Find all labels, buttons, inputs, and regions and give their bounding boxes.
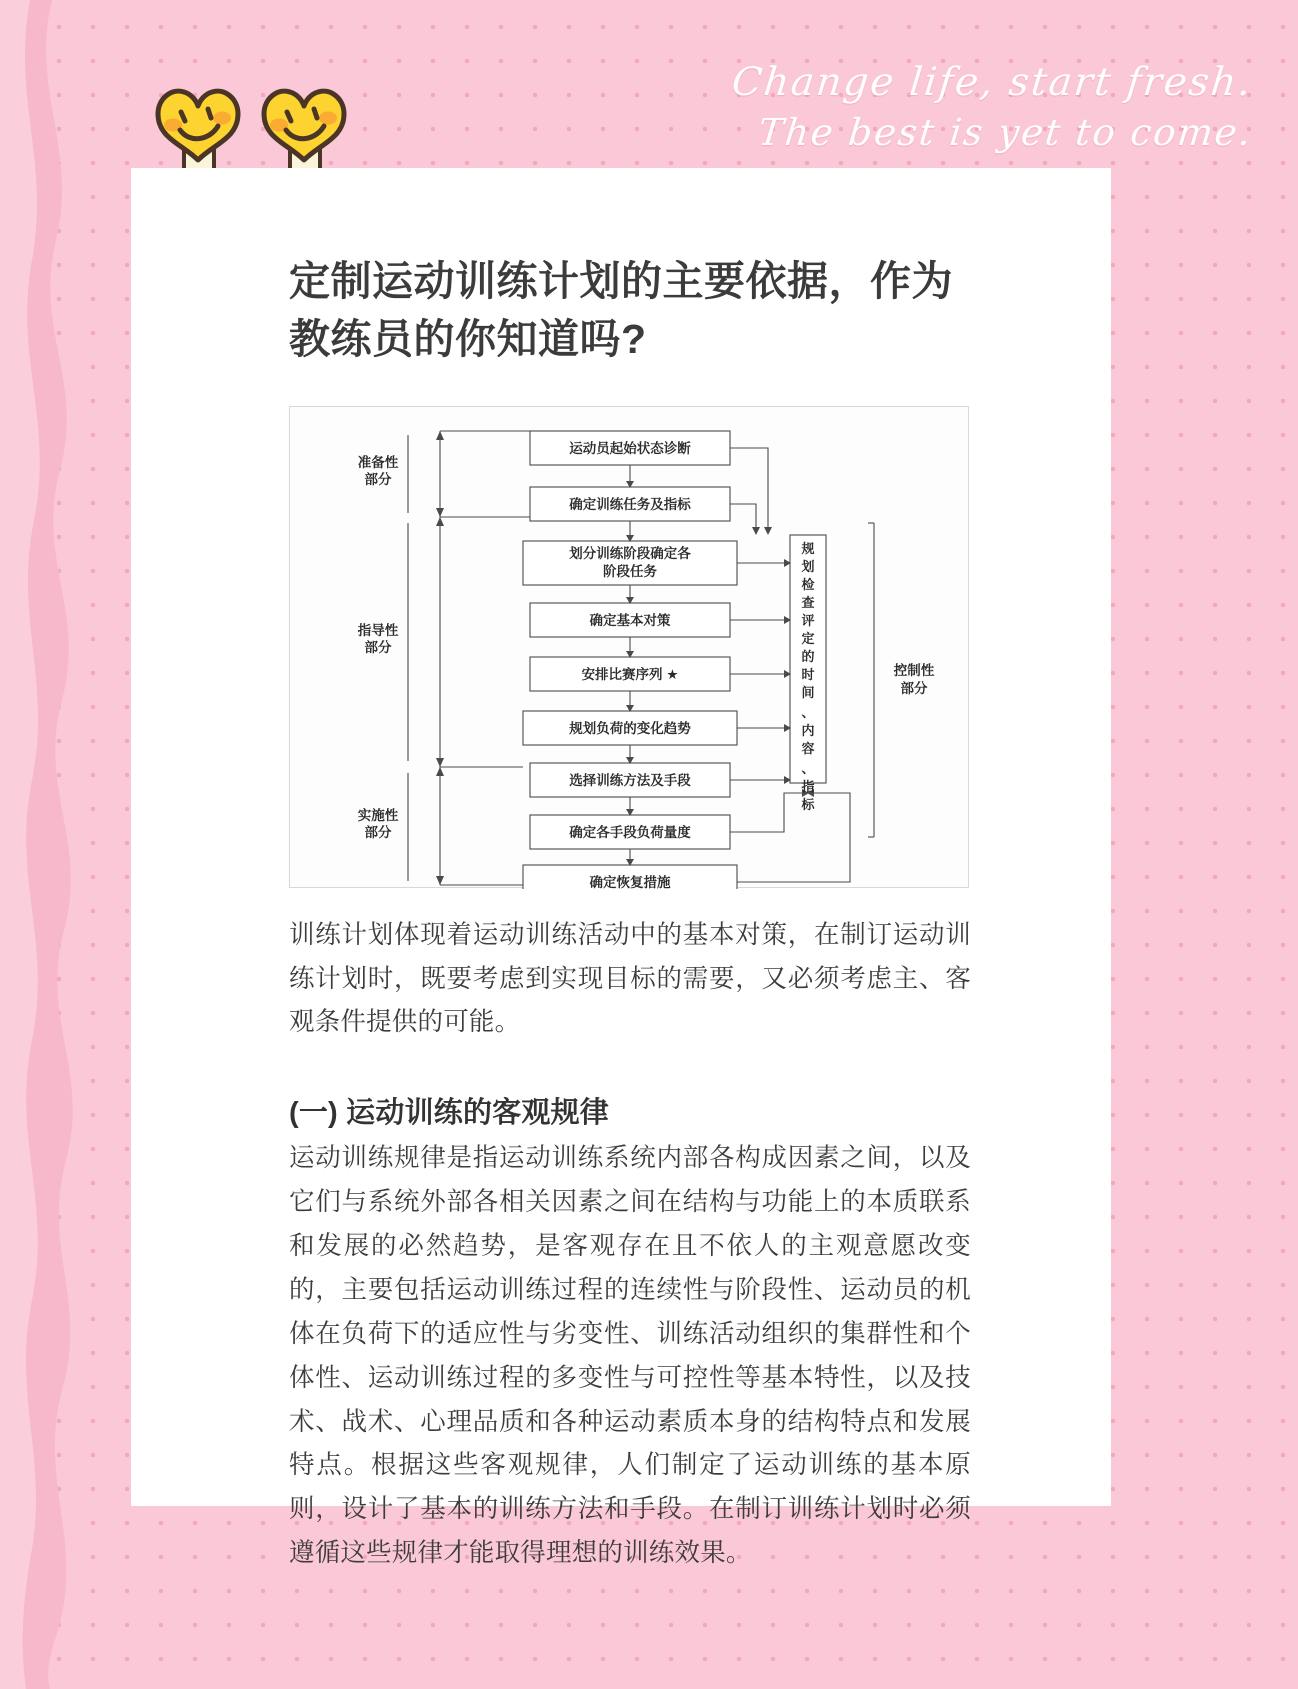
paragraph-intro: 训练计划体现着运动训练活动中的基本对策，在制订运动训练计划时，既要考虑到实现目标的需要，又必须考虑主、客观条件提供的可能。 (289, 921, 971, 1037)
flow-box-label: 确定基本对策 (589, 613, 671, 629)
svg-text:规: 规 (801, 541, 815, 557)
script-line-1: Change life, start fresh. (729, 60, 1255, 105)
heart-smiley-icon (254, 72, 354, 177)
svg-text:的: 的 (801, 649, 815, 665)
svg-text:检: 检 (801, 577, 815, 593)
flow-box-label: 确定训练任务及指标 (569, 497, 691, 513)
content-card (131, 168, 1111, 1568)
flow-side-label: 指导性 (357, 623, 399, 639)
page-header (0, 0, 1298, 168)
flow-right-label: 控制性 (893, 663, 935, 679)
section-heading: (一) 运动训练的客观规律 (289, 1097, 609, 1130)
script-line-2: The best is yet to come. (755, 110, 1255, 154)
flow-side-label: 实施性 (357, 808, 399, 824)
page-title: 定制运动训练计划的主要依据，作为教练员的你知道吗? (289, 258, 953, 363)
svg-text:指: 指 (801, 779, 815, 795)
flow-box-label: 运动员起始状态诊断 (569, 441, 691, 457)
svg-text:查: 查 (801, 595, 815, 611)
svg-text:标: 标 (801, 797, 815, 813)
flow-box-label-line2: 阶段任务 (603, 564, 657, 580)
svg-text:、: 、 (801, 761, 815, 777)
flow-side-label: 部分 (364, 472, 392, 488)
svg-text:划: 划 (801, 559, 815, 575)
flow-right-label: 部分 (900, 681, 928, 697)
flow-box-label: 确定各手段负荷量度 (569, 825, 691, 841)
training-plan-flowchart (289, 406, 969, 888)
flow-side-label: 部分 (364, 640, 392, 656)
svg-text:间: 间 (801, 685, 815, 701)
svg-text:内: 内 (801, 723, 815, 739)
smiley-decoration-group (148, 72, 363, 177)
wavy-left-border (0, 0, 120, 1689)
flow-box-label: 选择训练方法及手段 (569, 773, 691, 789)
flow-box-label: 确定恢复措施 (589, 875, 671, 890)
flow-side-label: 部分 (364, 825, 392, 841)
heart-smiley-icon (148, 72, 248, 177)
header-script-text (729, 58, 1255, 157)
flow-box-label: 规划负荷的变化趋势 (569, 721, 691, 737)
svg-text:时: 时 (801, 667, 815, 683)
paragraph-body: 运动训练规律是指运动训练系统内部各构成因素之间，以及它们与系统外部各相关因素之间在结构与功能上的本质联系和发展的必然趋势，是客观存在且不依人的主观意愿改变的，主要包括运动训练过程的连续性与阶段性、运动员的机体在负荷下的适应性与劣变性、训练活动组织的集群性和个体性、运动训练过程的多变性与可控性等基本特性，以及技术、战术、心理品质和各种运动素质本身的结构特点和发展特点。根据这些客观规律，人们制定了运动训练的基本原则，设计了基本的训练方法和手段。在制订训练计划时必须遵循这些规律才能取得理想的训练效果。 (289, 1144, 971, 1568)
card-inner (289, 252, 971, 1576)
svg-text:容: 容 (801, 741, 815, 757)
flow-side-label: 准备性 (357, 455, 399, 471)
svg-text:、: 、 (801, 705, 815, 721)
flow-box-label: 划分训练阶段确定各 (569, 546, 691, 562)
svg-text:定: 定 (801, 631, 815, 647)
svg-text:评: 评 (801, 613, 815, 629)
flow-box-label: 安排比赛序列 ★ (581, 667, 679, 683)
